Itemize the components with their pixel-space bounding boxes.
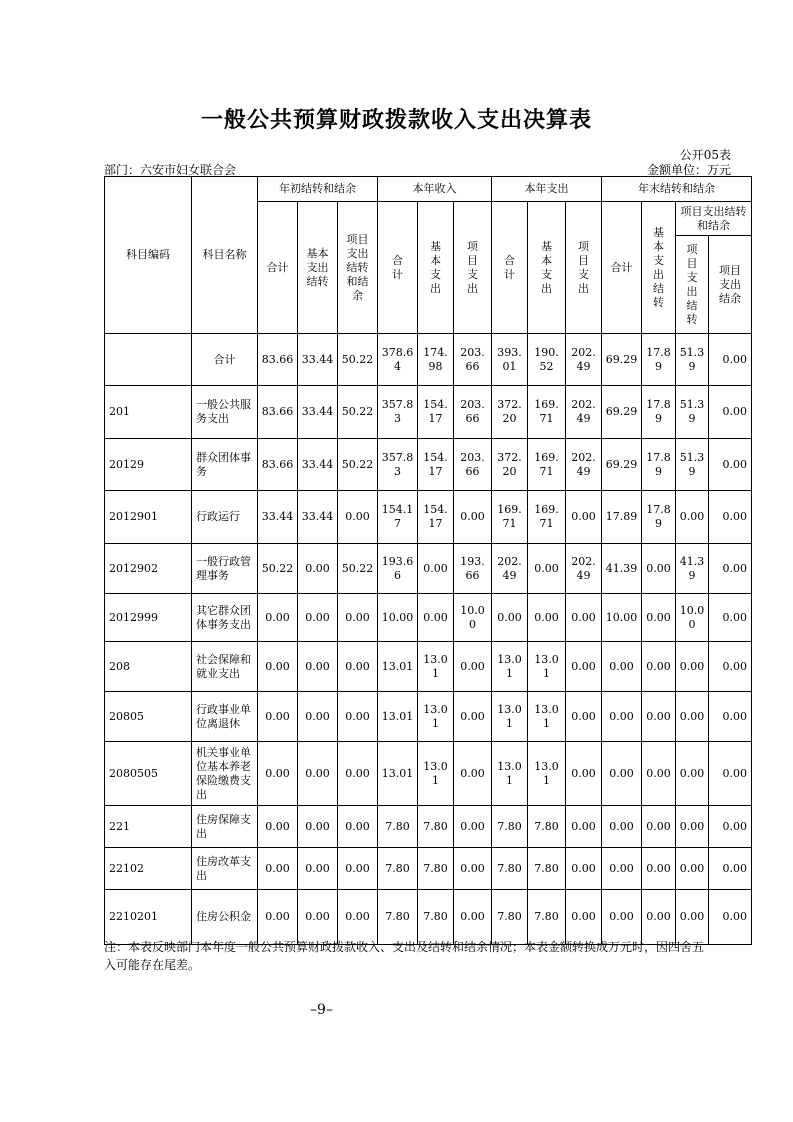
row-value: 0.00 — [676, 642, 709, 692]
row-value: 33.44 — [258, 491, 298, 544]
row-value: 0.00 — [602, 890, 642, 945]
row-value: 17.89 — [642, 439, 676, 491]
row-code: 201 — [105, 386, 192, 439]
row-value: 7.80 — [378, 806, 418, 848]
row-value: 0.00 — [602, 848, 642, 890]
row-value: 0.00 — [454, 848, 492, 890]
row-value: 13.01 — [418, 742, 454, 806]
table-row — [105, 742, 752, 806]
unit-label: 金额单位：万元 — [646, 163, 731, 177]
row-value: 17.89 — [602, 491, 642, 544]
row-value: 0.00 — [298, 642, 338, 692]
row-value: 202.49 — [566, 334, 602, 386]
row-value: 174.98 — [418, 334, 454, 386]
row-value: 0.00 — [602, 692, 642, 742]
page-number: –9– — [310, 1002, 333, 1018]
footnote: 注：本表反映部门本年度一般公共预算财政拨款收入、支出及结转和结余情况；本表金额转换成万元时，因四舍五入可能存在尾差。 — [104, 940, 705, 972]
row-value: 13.01 — [492, 692, 528, 742]
row-value: 7.80 — [492, 848, 528, 890]
row-value: 41.39 — [602, 544, 642, 594]
row-value: 0.00 — [298, 848, 338, 890]
row-value: 13.01 — [378, 642, 418, 692]
row-value: 10.00 — [676, 594, 709, 642]
header-income-basic: 基本支出 — [418, 202, 454, 334]
row-value: 10.00 — [602, 594, 642, 642]
row-value: 0.00 — [709, 439, 752, 491]
row-value: 0.00 — [566, 890, 602, 945]
row-value: 0.00 — [566, 742, 602, 806]
row-value: 0.00 — [642, 742, 676, 806]
row-value: 33.44 — [298, 439, 338, 491]
row-value: 0.00 — [642, 848, 676, 890]
row-value: 13.01 — [528, 742, 566, 806]
page-title: 一般公共预算财政拨款收入支出决算表 — [200, 108, 592, 133]
row-value: 13.01 — [378, 742, 418, 806]
row-value: 0.00 — [642, 806, 676, 848]
row-code: 2080505 — [105, 742, 192, 806]
row-value: 372.20 — [492, 386, 528, 439]
row-value: 7.80 — [378, 848, 418, 890]
row-value: 190.52 — [528, 334, 566, 386]
row-value: 0.00 — [676, 692, 709, 742]
row-value: 7.80 — [528, 806, 566, 848]
table-number: 公开05表 — [679, 148, 731, 162]
row-value: 0.00 — [338, 594, 378, 642]
row-value: 193.66 — [454, 544, 492, 594]
row-value: 0.00 — [338, 890, 378, 945]
row-value: 13.01 — [492, 742, 528, 806]
row-value: 7.80 — [418, 848, 454, 890]
row-value: 0.00 — [709, 692, 752, 742]
row-value: 13.01 — [418, 692, 454, 742]
header-total: 合计 — [258, 202, 298, 334]
table-row — [105, 386, 752, 439]
table-row — [105, 890, 752, 945]
row-value: 0.00 — [676, 742, 709, 806]
row-value: 0.00 — [642, 692, 676, 742]
row-value: 0.00 — [454, 491, 492, 544]
header-closing-total: 合计 — [602, 202, 642, 334]
row-value: 203.66 — [454, 386, 492, 439]
row-value: 0.00 — [566, 806, 602, 848]
row-code: 2012999 — [105, 594, 192, 642]
row-name: 一般公共服务支出 — [192, 386, 258, 439]
header-expense-total: 合计 — [492, 202, 528, 334]
row-value: 0.00 — [338, 742, 378, 806]
row-value: 10.00 — [454, 594, 492, 642]
row-value: 0.00 — [602, 806, 642, 848]
header-closing: 年末结转和结余 — [602, 177, 752, 202]
row-value: 0.00 — [528, 544, 566, 594]
header-closing-proj-carry: 项目支出结转 — [676, 236, 709, 334]
row-code: 20805 — [105, 692, 192, 742]
row-value: 203.66 — [454, 439, 492, 491]
table-row — [105, 848, 752, 890]
row-value: 13.01 — [378, 692, 418, 742]
header-basic-carry: 基本支出结转 — [298, 202, 338, 334]
row-value: 0.00 — [258, 594, 298, 642]
row-value: 0.00 — [298, 692, 338, 742]
row-value: 169.71 — [528, 439, 566, 491]
row-value: 69.29 — [602, 386, 642, 439]
row-value: 0.00 — [709, 386, 752, 439]
row-value: 0.00 — [709, 890, 752, 945]
row-value: 0.00 — [298, 544, 338, 594]
row-value: 0.00 — [528, 594, 566, 642]
row-value: 0.00 — [566, 491, 602, 544]
row-value: 17.89 — [642, 334, 676, 386]
row-value: 202.49 — [566, 386, 602, 439]
row-value: 0.00 — [258, 890, 298, 945]
row-value: 0.00 — [454, 806, 492, 848]
row-value: 13.01 — [528, 692, 566, 742]
row-name: 社会保障和就业支出 — [192, 642, 258, 692]
row-value: 51.39 — [676, 439, 709, 491]
row-value: 33.44 — [298, 491, 338, 544]
row-value: 7.80 — [418, 890, 454, 945]
row-name: 住房改革支出 — [192, 848, 258, 890]
row-value: 0.00 — [258, 642, 298, 692]
row-value: 0.00 — [642, 594, 676, 642]
row-value: 154.17 — [418, 491, 454, 544]
row-value: 169.71 — [528, 386, 566, 439]
row-code: 2210201 — [105, 890, 192, 945]
table-row — [105, 334, 752, 386]
row-value: 7.80 — [528, 848, 566, 890]
row-value: 33.44 — [298, 386, 338, 439]
row-value: 0.00 — [258, 742, 298, 806]
row-value: 154.17 — [418, 386, 454, 439]
row-value: 0.00 — [642, 890, 676, 945]
row-value: 17.89 — [642, 491, 676, 544]
row-value: 0.00 — [676, 806, 709, 848]
row-value: 202.49 — [566, 544, 602, 594]
row-value: 0.00 — [676, 491, 709, 544]
row-value: 0.00 — [454, 642, 492, 692]
header-expense: 本年支出 — [492, 177, 602, 202]
row-value: 357.83 — [378, 439, 418, 491]
row-value: 0.00 — [492, 594, 528, 642]
row-value: 7.80 — [378, 890, 418, 945]
row-value: 7.80 — [418, 806, 454, 848]
row-value: 7.80 — [528, 890, 566, 945]
row-value: 13.01 — [492, 642, 528, 692]
row-value: 7.80 — [492, 806, 528, 848]
header-expense-basic: 基本支出 — [528, 202, 566, 334]
row-value: 0.00 — [454, 692, 492, 742]
row-value: 83.66 — [258, 439, 298, 491]
row-value: 0.00 — [338, 491, 378, 544]
header-opening: 年初结转和结余 — [258, 177, 378, 202]
header-income-total: 合计 — [378, 202, 418, 334]
row-value: 0.00 — [338, 692, 378, 742]
row-name: 机关事业单位基本养老保险缴费支出 — [192, 742, 258, 806]
row-value: 357.83 — [378, 386, 418, 439]
row-value: 69.29 — [602, 439, 642, 491]
row-code: 20129 — [105, 439, 192, 491]
row-value: 0.00 — [709, 848, 752, 890]
row-name: 合计 — [192, 334, 258, 386]
row-value: 50.22 — [338, 386, 378, 439]
row-name: 一般行政管理事务 — [192, 544, 258, 594]
row-name: 其它群众团体事务支出 — [192, 594, 258, 642]
row-value: 0.00 — [566, 594, 602, 642]
table-row — [105, 544, 752, 594]
row-value: 169.71 — [528, 491, 566, 544]
row-value: 0.00 — [418, 544, 454, 594]
row-value: 0.00 — [602, 742, 642, 806]
budget-table — [104, 176, 752, 945]
table-row — [105, 692, 752, 742]
row-name: 行政事业单位离退休 — [192, 692, 258, 742]
row-value: 0.00 — [258, 806, 298, 848]
row-value: 0.00 — [338, 642, 378, 692]
row-value: 0.00 — [709, 334, 752, 386]
row-value: 83.66 — [258, 334, 298, 386]
row-value: 0.00 — [642, 544, 676, 594]
row-value: 0.00 — [454, 742, 492, 806]
row-code: 2012901 — [105, 491, 192, 544]
row-value: 202.49 — [566, 439, 602, 491]
row-value: 193.66 — [378, 544, 418, 594]
row-value: 0.00 — [258, 692, 298, 742]
row-value: 0.00 — [418, 594, 454, 642]
row-code: 2012902 — [105, 544, 192, 594]
table-row — [105, 439, 752, 491]
row-value: 0.00 — [454, 890, 492, 945]
row-value: 50.22 — [338, 544, 378, 594]
row-code: 221 — [105, 806, 192, 848]
department-label: 部门：六安市妇女联合会 — [104, 163, 237, 177]
row-value: 7.80 — [492, 890, 528, 945]
table-row — [105, 806, 752, 848]
row-value: 203.66 — [454, 334, 492, 386]
row-value: 50.22 — [338, 439, 378, 491]
row-value: 0.00 — [676, 848, 709, 890]
header-expense-project: 项目支出 — [566, 202, 602, 334]
row-code: 208 — [105, 642, 192, 692]
row-name: 住房保障支出 — [192, 806, 258, 848]
header-closing-proj-balance: 项目支出结余 — [709, 236, 752, 334]
row-value: 0.00 — [602, 642, 642, 692]
row-value: 0.00 — [298, 594, 338, 642]
header-closing-basic: 基本支出结转 — [642, 202, 676, 334]
row-value: 0.00 — [709, 594, 752, 642]
row-value: 41.39 — [676, 544, 709, 594]
row-value: 0.00 — [709, 806, 752, 848]
row-value: 378.64 — [378, 334, 418, 386]
row-value: 0.00 — [298, 742, 338, 806]
row-value: 393.01 — [492, 334, 528, 386]
row-value: 0.00 — [709, 544, 752, 594]
row-value: 0.00 — [298, 806, 338, 848]
row-value: 372.20 — [492, 439, 528, 491]
row-value: 0.00 — [566, 692, 602, 742]
row-value: 50.22 — [338, 334, 378, 386]
row-value: 17.89 — [642, 386, 676, 439]
row-value: 154.17 — [378, 491, 418, 544]
row-value: 0.00 — [709, 491, 752, 544]
row-value: 13.01 — [418, 642, 454, 692]
row-value: 0.00 — [298, 890, 338, 945]
row-value: 169.71 — [492, 491, 528, 544]
row-value: 51.39 — [676, 386, 709, 439]
header-income-project: 项目支出 — [454, 202, 492, 334]
header-closing-project-group: 项目支出结转和结余 — [676, 202, 752, 236]
row-value: 10.00 — [378, 594, 418, 642]
table-row — [105, 491, 752, 544]
row-value: 50.22 — [258, 544, 298, 594]
row-value: 51.39 — [676, 334, 709, 386]
header-project-carry: 项目支出结转和结余 — [338, 202, 378, 334]
table-row — [105, 642, 752, 692]
header-code: 科目编码 — [105, 177, 192, 334]
row-value: 202.49 — [492, 544, 528, 594]
row-value: 0.00 — [709, 742, 752, 806]
row-value: 0.00 — [566, 848, 602, 890]
row-value: 0.00 — [709, 642, 752, 692]
table-row — [105, 594, 752, 642]
row-value: 0.00 — [338, 806, 378, 848]
row-name: 住房公积金 — [192, 890, 258, 945]
row-name: 群众团体事务 — [192, 439, 258, 491]
header-name: 科目名称 — [192, 177, 258, 334]
row-code: 22102 — [105, 848, 192, 890]
header-income: 本年收入 — [378, 177, 492, 202]
row-code — [105, 334, 192, 386]
row-value: 154.17 — [418, 439, 454, 491]
row-value: 33.44 — [298, 334, 338, 386]
row-name: 行政运行 — [192, 491, 258, 544]
row-value: 0.00 — [258, 848, 298, 890]
row-value: 0.00 — [566, 642, 602, 692]
row-value: 69.29 — [602, 334, 642, 386]
row-value: 83.66 — [258, 386, 298, 439]
row-value: 0.00 — [642, 642, 676, 692]
row-value: 0.00 — [338, 848, 378, 890]
row-value: 13.01 — [528, 642, 566, 692]
row-value: 0.00 — [676, 890, 709, 945]
